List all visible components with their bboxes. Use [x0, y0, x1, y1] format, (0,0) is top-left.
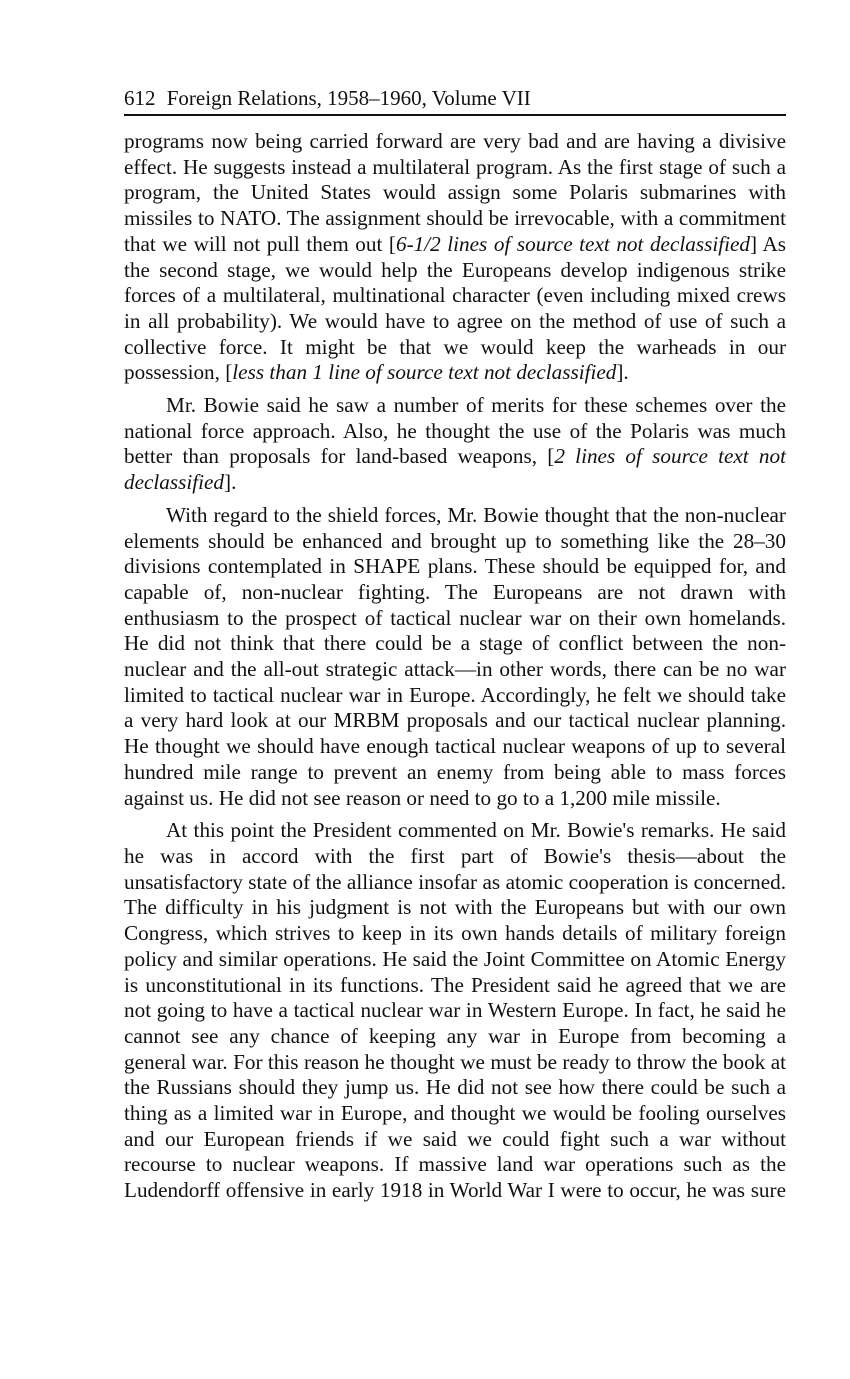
text-run: With regard to the shield forces, Mr. Bowie thought that the non-nuclear elements should be enhanced and brought up to something like the 28–30 divisions contemplated in SHAPE plans. These should be equipped for, and capable of, non-nuclear fighting. The Europeans are not drawn with enthusiasm to the prospect of tactical nuclear war on their own homelands. He did not think that there could be a stage of conflict between the non-nuclear and the all-out strategic attack—in other words, there can be no war limited to tactical nuclear war in Europe. Accordingly, he felt we should take a very hard look at our MRBM proposals and our tactical nuclear planning. He thought we should have enough tactical nuclear weapons of up to several hundred mile range to prevent an enemy from being able to mass forces against us. He did not see reason or need to go to a 1,200 mile missile. — [124, 502, 786, 810]
paragraph-shield-forces — [124, 503, 786, 811]
text-run: ] As the second stage, we would help the Europeans develop indigenous strike forces of a multilateral, multinational character (even including mixed crews in all probability). We would have to agree on the method of use of such a collective force. It might be that we would keep the warheads in our possession, [ — [124, 231, 787, 385]
running-head — [124, 84, 786, 116]
paragraph-continued — [124, 129, 786, 386]
page-number: 612 — [124, 86, 156, 110]
redaction-note: 6-1/2 lines of source text not declassified — [395, 231, 750, 256]
paragraph-president-comments — [124, 818, 786, 1204]
text-run: Mr. Bowie said he saw a number of merits for these schemes over the national force approach. Also, he thought the use of the Polaris was much better than proposals for land-based weapons, [ — [124, 393, 786, 469]
text-run: ]. — [224, 470, 237, 495]
volume-title: Foreign Relations, 1958–1960, Volume VII — [166, 86, 531, 110]
text-run: programs now being carried forward are very bad and are having a divisive effect. He suggests instead a multilateral program. As the first stage of such a program, the United States would assign some Polaris submarines with missiles to NATO. The assignment should be irrevocable, with a commitment that we will not pull them out [ — [124, 129, 786, 256]
redaction-note: 2 lines of source text not declassified — [124, 444, 786, 495]
document-page — [124, 84, 786, 1211]
paragraph-bowie-merits — [124, 393, 786, 496]
text-run: ]. — [616, 360, 629, 385]
body-text — [124, 129, 786, 1204]
redaction-note: less than 1 line of source text not declassified — [232, 360, 617, 385]
text-run: At this point the President commented on Mr. Bowie's remarks. He said he was in accord with the first part of Bowie's thesis—about the unsatisfactory state of the alliance insofar as atomic cooperation is concerned. The difficulty in his judgment is not with the Europeans but with our own Congress, which strives to keep in its own hands details of military foreign policy and similar operations. He said the Joint Committee on Atomic Energy is unconstitutional in its functions. The President said he agreed that we are not going to have a tactical nuclear war in Western Europe. In fact, he said he cannot see any chance of keeping any war in Europe from becoming a general war. For this reason he thought we must be ready to throw the book at the Russians should they jump us. He did not see how there could be such a thing as a limited war in Europe, and thought we would be fooling ourselves and our European friends if we said we could fight such a war without recourse to nuclear weapons. If massive land war operations such as the Ludendorff offensive in early 1918 in World War I were to occur, he was sure — [124, 818, 786, 1203]
